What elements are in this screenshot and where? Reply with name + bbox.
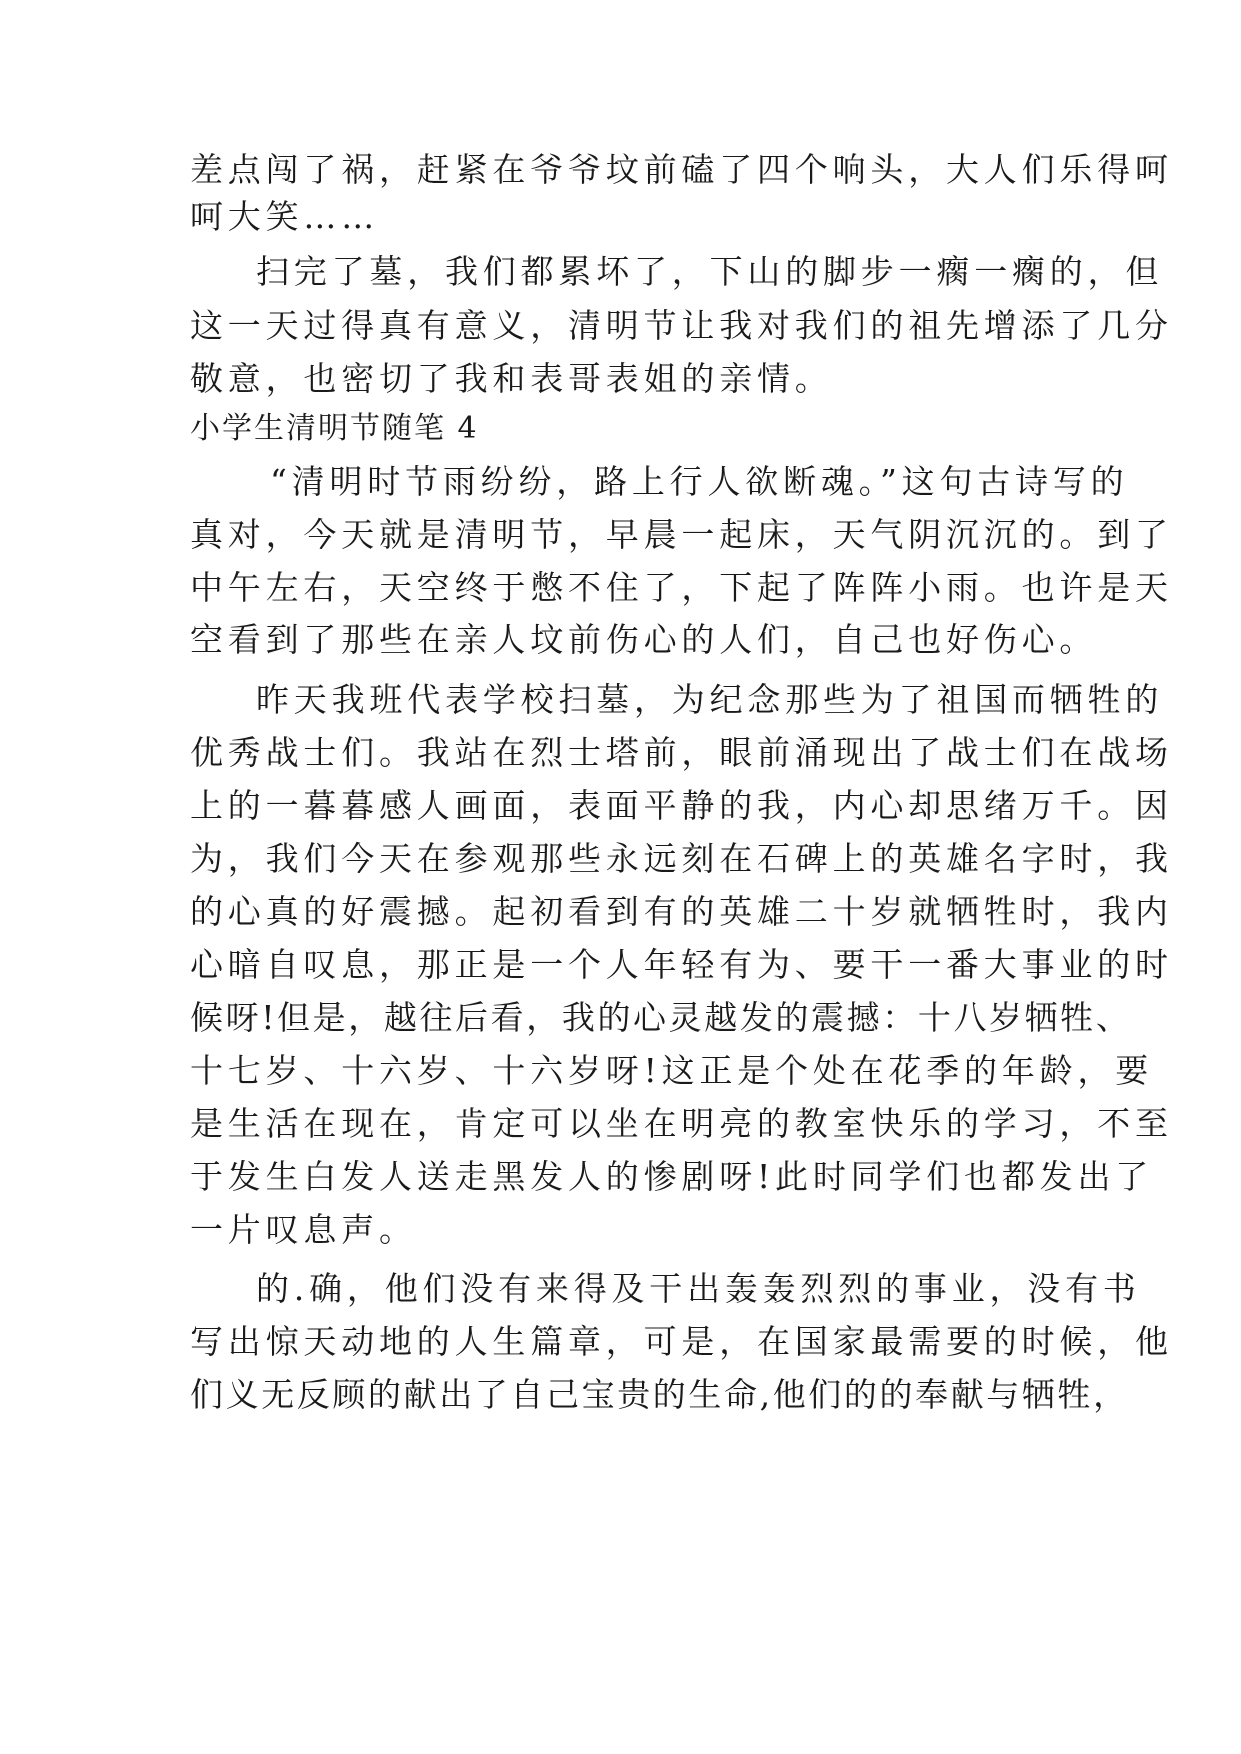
text-line: 写出惊天动地的人生篇章，可是，在国家最需要的时候，他 [190, 1322, 1173, 1361]
text-line: 上的一暮暮感人画面，表面平静的我，内心却思绪万千。因 [190, 786, 1173, 825]
text-line: 的心真的好震撼。起初看到有的英雄二十岁就牺牲时，我内 [190, 892, 1173, 931]
text-line: 是生活在现在，肯定可以坐在明亮的教室快乐的学习，不至 [190, 1104, 1173, 1143]
text-line: 空看到了那些在亲人坟前伤心的人们，自己也好伤心。 [190, 620, 1098, 659]
text-line: 昨天我班代表学校扫墓，为纪念那些为了祖国而牺牲的 [256, 680, 1164, 719]
text-line: 呵大笑…… [190, 197, 379, 236]
text-line: 为，我们今天在参观那些永远刻在石碑上的英雄名字时，我 [190, 839, 1173, 878]
text-line: 心暗自叹息，那正是一个人年轻有为、要干一番大事业的时 [190, 945, 1173, 984]
text-line: 候呀!但是，越往后看，我的心灵越发的震撼：十八岁牺牲、 [190, 998, 1132, 1037]
text-line: 一片叹息声。 [190, 1210, 417, 1249]
text-line: 这一天过得真有意义，清明节让我对我们的祖先增添了几分 [190, 306, 1173, 345]
text-line: 们义无反顾的献出了自己宝贵的生命,他们的的奉献与牺牲， [190, 1375, 1129, 1414]
text-line: 十七岁、十六岁、十六岁呀!这正是个处在花季的年龄，要 [190, 1051, 1154, 1090]
text-line: 于发生白发人送走黑发人的惨剧呀!此时同学们也都发出了 [190, 1157, 1154, 1196]
section-title: 小学生清明节随笔 4 [190, 411, 479, 446]
text-line: 真对，今天就是清明节，早晨一起床，天气阴沉沉的。到了 [190, 515, 1173, 554]
text-line: 优秀战士们。我站在烈士塔前，眼前涌现出了战士们在战场 [190, 733, 1173, 772]
text-line: 差点闯了祸，赶紧在爷爷坟前磕了四个响头，大人们乐得呵 [190, 150, 1173, 189]
text-line: 中午左右，天空终于憋不住了，下起了阵阵小雨。也许是天 [190, 568, 1173, 607]
text-line: 扫完了墓，我们都累坏了，下山的脚步一瘸一瘸的，但 [256, 252, 1164, 291]
text-line: 的.确，他们没有来得及干出轰轰烈烈的事业，没有书 [256, 1269, 1141, 1308]
text-line: “清明时节雨纷纷，路上行人欲断魂。”这句古诗写的 [270, 462, 1129, 501]
text-line: 敬意，也密切了我和表哥表姐的亲情。 [190, 359, 833, 398]
